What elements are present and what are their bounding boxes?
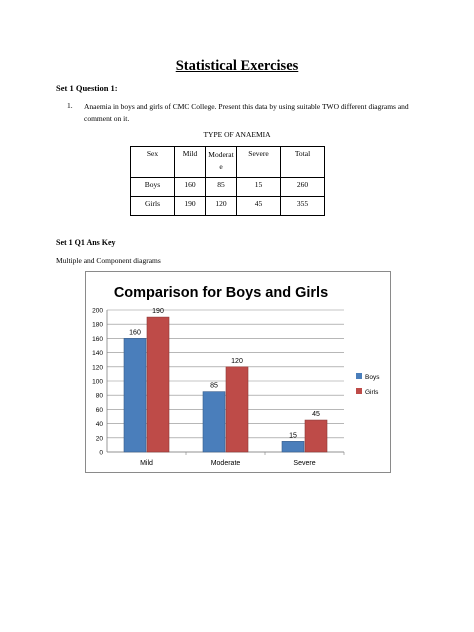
bar-chart bbox=[86, 272, 390, 472]
table-cell: 160 bbox=[175, 178, 206, 197]
y-tick-label: 20 bbox=[95, 435, 103, 443]
table-cell: Boys bbox=[131, 178, 175, 197]
set1-question1-heading: Set 1 Question 1: bbox=[56, 83, 118, 93]
table-cell: 260 bbox=[281, 178, 325, 197]
y-tick-label: 80 bbox=[95, 392, 103, 400]
table-header-cell: Total bbox=[281, 147, 325, 178]
anaemia-data-table bbox=[130, 146, 325, 216]
data-label: 45 bbox=[312, 411, 320, 419]
y-tick-label: 140 bbox=[92, 350, 103, 358]
bar-boys bbox=[282, 441, 304, 452]
chart-title: Comparison for Boys and Girls bbox=[113, 285, 329, 301]
bar-girls bbox=[226, 367, 248, 452]
answer-key-heading: Set 1 Q1 Ans Key bbox=[56, 238, 116, 247]
table-cell: 15 bbox=[237, 178, 281, 197]
bar-girls bbox=[147, 317, 169, 452]
y-tick-label: 100 bbox=[92, 378, 103, 386]
y-tick-label: 120 bbox=[92, 364, 103, 372]
bar-boys bbox=[203, 392, 225, 452]
bar-boys bbox=[124, 338, 146, 452]
y-tick-label: 40 bbox=[95, 421, 103, 429]
table-cell: 45 bbox=[237, 197, 281, 216]
x-tick-label: Moderate bbox=[210, 460, 241, 467]
y-tick-label: 60 bbox=[95, 406, 103, 414]
table-cell: 190 bbox=[175, 197, 206, 216]
table-row bbox=[131, 178, 325, 197]
table-header-cell: Mild bbox=[175, 147, 206, 178]
legend-label: Boys bbox=[365, 374, 380, 381]
table-cell: 120 bbox=[206, 197, 237, 216]
y-tick-label: 180 bbox=[92, 321, 103, 329]
bar-chart-container bbox=[85, 271, 391, 473]
data-label: 15 bbox=[289, 432, 297, 440]
table-header-cell: Moderate bbox=[206, 147, 237, 178]
table-cell: Girls bbox=[131, 197, 175, 216]
y-tick-label: 200 bbox=[92, 307, 103, 315]
bar-girls bbox=[305, 420, 327, 452]
data-label: 85 bbox=[210, 382, 218, 390]
x-tick-label: Mild bbox=[140, 460, 153, 467]
table-caption: TYPE OF ANAEMIA bbox=[203, 130, 271, 139]
y-tick-label: 0 bbox=[99, 449, 103, 457]
table-header-row bbox=[131, 147, 325, 178]
data-label: 190 bbox=[152, 308, 164, 316]
table-header-cell: Sex bbox=[131, 147, 175, 178]
table-header-cell: Severe bbox=[237, 147, 281, 178]
table-row bbox=[131, 197, 325, 216]
legend-swatch bbox=[356, 373, 362, 379]
table-cell: 355 bbox=[281, 197, 325, 216]
legend-label: Girls bbox=[365, 389, 379, 396]
question-text: Anaemia in boys and girls of CMC College. Present this data by using suitable TWO different diagrams and comment on it. bbox=[84, 102, 409, 123]
x-tick-label: Severe bbox=[293, 460, 316, 467]
document-title: Statistical Exercises bbox=[175, 58, 299, 74]
table-cell: 85 bbox=[206, 178, 237, 197]
data-label: 120 bbox=[231, 357, 243, 365]
data-label: 160 bbox=[129, 329, 141, 337]
question-number: 1. bbox=[67, 101, 73, 110]
answer-subtitle: Multiple and Component diagrams bbox=[56, 256, 161, 265]
legend-swatch bbox=[356, 388, 362, 394]
y-tick-label: 160 bbox=[92, 335, 103, 343]
